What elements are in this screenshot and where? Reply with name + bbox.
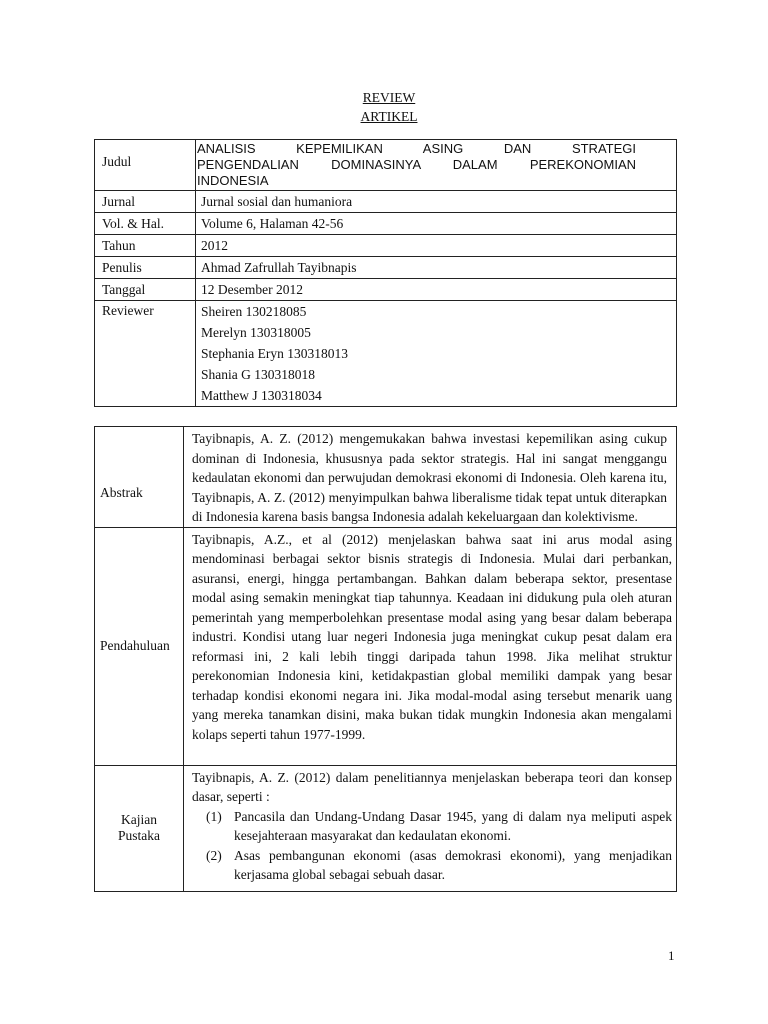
- list-item-text: Asas pembangunan ekonomi (asas demokrasi ekonomi), yang menjadikan kerjasama global sebagai sebuah dasar.: [234, 847, 672, 882]
- label-pendahuluan: Pendahuluan: [95, 527, 184, 765]
- label-vol: Vol. & Hal.: [95, 213, 196, 235]
- judul-line-2: PENGENDALIAN DOMINASINYA DALAM PEREKONOMIAN: [197, 157, 636, 172]
- text-pendahuluan: Tayibnapis, A.Z., et al (2012) menjelaskan bahwa saat ini arus modal asing mendominasi berbagai sektor bisnis strategis di Indonesia. Mulai dari perbankan, asuransi, energi, hingga pertambangan. Bahkan dalam beberapa sektor, presentase modal asing semakin meningkat tiap tahunnya. Keadaan ini didukung pula oleh aturan pemerintah yang memperbolehkan presentase modal asing yang besar dalam beberapa industri. Kondisi utang luar negeri Indonesia juga meningkat cukup pesat dalam era reformasi ini, 2 kali lebih tinggi daripada tahun 1998. Jika melihat struktur perekonomian Indonesia kini, ketidakpastian global memiliki dampak yang besar terhadap kondisi ekonomi negara ini. Jika modal-modal asing tersebut menarik uang yang mereka tanamkan disini, maka bukan tidak mungkin Indonesia akan mengalami kolaps seperti tahun 1977-1999.: [184, 527, 677, 765]
- reviewer-4: Shania G 130318018: [201, 367, 315, 382]
- label-tanggal: Tanggal: [95, 279, 196, 301]
- value-jurnal: Jurnal sosial dan humaniora: [196, 191, 677, 213]
- label-jurnal: Jurnal: [95, 191, 196, 213]
- judul-line-3: INDONESIA: [197, 173, 269, 188]
- value-judul: [196, 140, 677, 191]
- value-penulis: Ahmad Zafrullah Tayibnapis: [196, 257, 677, 279]
- list-item: [192, 846, 672, 885]
- list-item-text: Pancasila dan Undang-Undang Dasar 1945, yang di dalam nya meliputi aspek kesejahteraan masyarakat dan kedaulatan ekonomi.: [234, 808, 672, 843]
- value-vol: Volume 6, Halaman 42-56: [196, 213, 677, 235]
- kajian-intro: Tayibnapis, A. Z. (2012) dalam penelitiannya menjelaskan beberapa teori dan konsep dasar, seperti :: [192, 769, 672, 804]
- list-item-number: (1): [206, 808, 222, 824]
- label-kajian: [95, 765, 184, 891]
- row-jurnal: [95, 191, 677, 213]
- row-reviewer: [95, 301, 677, 407]
- reviewer-2: Merelyn 130318005: [201, 325, 311, 340]
- row-tanggal: [95, 279, 677, 301]
- reviewer-3: Stephania Eryn 130318013: [201, 346, 348, 361]
- document-title: [0, 88, 768, 126]
- metadata-table: [94, 139, 677, 407]
- kajian-label-line2: Pustaka: [118, 828, 160, 843]
- page-number: 1: [668, 948, 675, 963]
- row-tahun: [95, 235, 677, 257]
- row-judul: [95, 140, 677, 191]
- label-judul: Judul: [95, 140, 196, 191]
- reviewer-5: Matthew J 130318034: [201, 388, 322, 403]
- row-abstrak: [95, 427, 677, 528]
- label-penulis: Penulis: [95, 257, 196, 279]
- kajian-list: [192, 807, 672, 885]
- title-review: REVIEW: [362, 90, 416, 105]
- review-body-table: [94, 426, 677, 892]
- label-reviewer: Reviewer: [95, 301, 196, 407]
- value-tanggal: 12 Desember 2012: [196, 279, 677, 301]
- text-abstrak: Tayibnapis, A. Z. (2012) mengemukakan bahwa investasi kepemilikan asing cukup dominan di Indonesia, khususnya pada sektor strategis. Hal ini sangat menggangu kedaulatan ekonomi dan perwujudan demokrasi ekonomi di Indonesia. Oleh karena itu, Tayibnapis, A. Z. (2012) menyimpulkan bahwa liberalisme tidak tepat untuk diterapkan di Indonesia karena basis bangsa Indonesia adalah kekeluargaan dan kolektivisme.: [184, 427, 677, 528]
- value-reviewers: [196, 301, 677, 407]
- row-vol: [95, 213, 677, 235]
- row-penulis: [95, 257, 677, 279]
- reviewer-1: Sheiren 130218085: [201, 304, 307, 319]
- value-tahun: 2012: [196, 235, 677, 257]
- label-abstrak: Abstrak: [95, 427, 184, 528]
- title-artikel: ARTIKEL: [360, 109, 418, 124]
- row-kajian: [95, 765, 677, 891]
- label-tahun: Tahun: [95, 235, 196, 257]
- judul-line-1: ANALISIS KEPEMILIKAN ASING DAN STRATEGI: [197, 141, 636, 156]
- row-pendahuluan: [95, 527, 677, 765]
- text-kajian: [184, 765, 677, 891]
- list-item-number: (2): [206, 847, 222, 863]
- list-item: [192, 807, 672, 846]
- kajian-label-line1: Kajian: [121, 812, 157, 827]
